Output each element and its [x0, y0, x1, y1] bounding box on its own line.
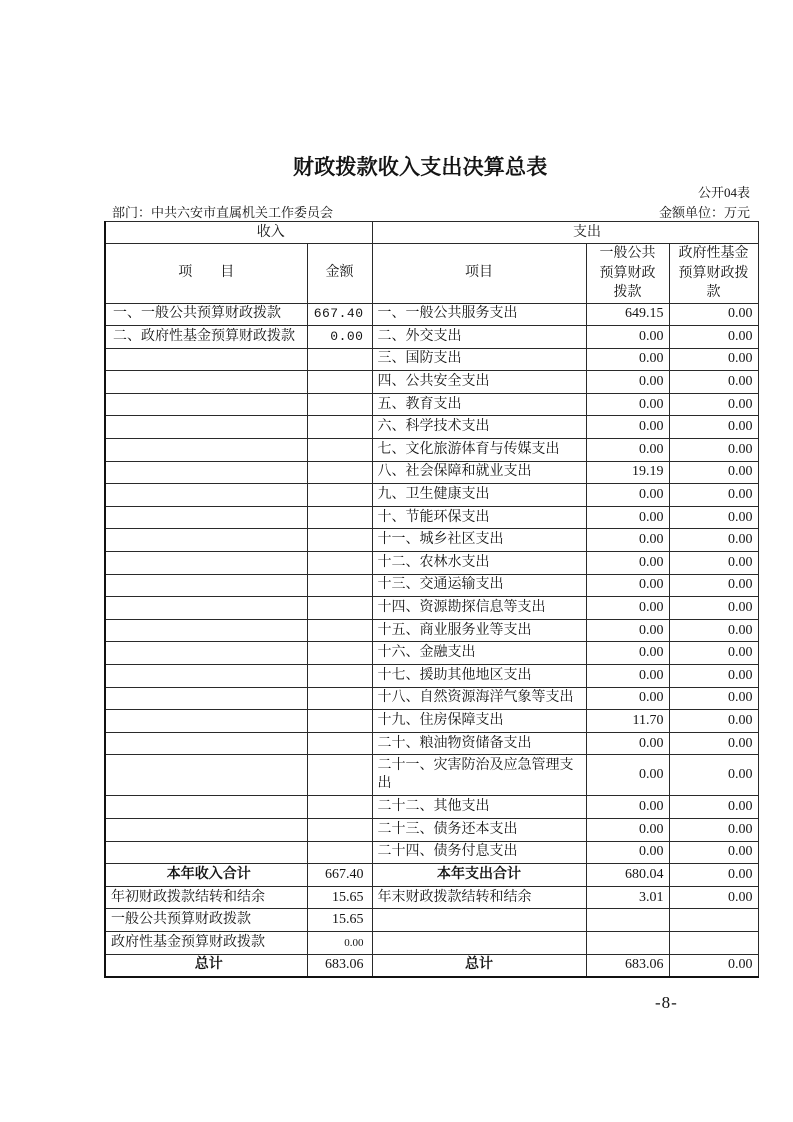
- income-amount-cell: 667.40: [307, 303, 372, 326]
- income-item-cell: [105, 348, 307, 371]
- expense-item-cell: 二十四、债务付息支出: [372, 841, 586, 864]
- general-budget-amount-cell: 0.00: [586, 393, 669, 416]
- gov-fund-amount-cell: 0.00: [669, 597, 758, 620]
- page-number: -8-: [655, 993, 678, 1012]
- general-budget-amount-cell: 0.00: [586, 506, 669, 529]
- general-budget-amount-cell: 649.15: [586, 303, 669, 326]
- general-budget-header: 一般公共预算财政拨款: [586, 244, 669, 304]
- income-amount-cell: [307, 439, 372, 462]
- general-budget-amount-cell: 0.00: [586, 574, 669, 597]
- expense-item-cell: 二十三、债务还本支出: [372, 818, 586, 841]
- expense-item-cell: 二十二、其他支出: [372, 796, 586, 819]
- income-amount-cell: 683.06: [307, 954, 372, 977]
- gov-fund-amount-cell: 0.00: [669, 439, 758, 462]
- gov-fund-amount-cell: 0.00: [669, 732, 758, 755]
- general-budget-amount-cell: 0.00: [586, 687, 669, 710]
- unit-label: 金额单位：万元: [658, 205, 750, 220]
- table-row: [105, 619, 758, 642]
- income-item-header: 项 目: [105, 244, 307, 304]
- page-title: 财政拨款收入支出决算总表: [293, 155, 548, 179]
- expense-item-cell: 十八、自然资源海洋气象等支出: [372, 687, 586, 710]
- income-item-cell: [105, 439, 307, 462]
- table-row: [105, 529, 758, 552]
- expense-item-cell: 总计: [372, 954, 586, 977]
- gov-fund-amount-cell: 0.00: [669, 710, 758, 733]
- table-row: [105, 665, 758, 688]
- expense-item-cell: 二十、粮油物资储备支出: [372, 732, 586, 755]
- general-budget-amount-cell: 0.00: [586, 755, 669, 796]
- expense-item-cell: 十、节能环保支出: [372, 506, 586, 529]
- income-amount-cell: [307, 665, 372, 688]
- gov-fund-amount-cell: 0.00: [669, 461, 758, 484]
- expense-item-cell: 四、公共安全支出: [372, 371, 586, 394]
- income-item-cell: [105, 665, 307, 688]
- gov-fund-amount-cell: 0.00: [669, 687, 758, 710]
- column-header-row: [105, 244, 758, 304]
- table-row: [105, 796, 758, 819]
- expense-item-cell: 十二、农林水支出: [372, 552, 586, 575]
- general-budget-amount-cell: 0.00: [586, 597, 669, 620]
- gov-fund-amount-cell: 0.00: [669, 619, 758, 642]
- expense-item-cell: [372, 909, 586, 932]
- expense-item-cell: [372, 931, 586, 954]
- income-item-cell: [105, 755, 307, 796]
- income-item-cell: [105, 506, 307, 529]
- income-item-cell: 本年收入合计: [105, 864, 307, 887]
- general-budget-amount-cell: [586, 931, 669, 954]
- expense-item-cell: 十一、城乡社区支出: [372, 529, 586, 552]
- gov-fund-amount-cell: 0.00: [669, 393, 758, 416]
- general-budget-amount-cell: 680.04: [586, 864, 669, 887]
- expense-item-cell: 十七、援助其他地区支出: [372, 665, 586, 688]
- table-row: [105, 416, 758, 439]
- expense-item-cell: 七、文化旅游体育与传媒支出: [372, 439, 586, 462]
- table-row: [105, 506, 758, 529]
- general-budget-amount-cell: 683.06: [586, 954, 669, 977]
- gov-fund-amount-cell: 0.00: [669, 818, 758, 841]
- gov-fund-amount-cell: [669, 909, 758, 932]
- expense-item-cell: 十三、交通运输支出: [372, 574, 586, 597]
- income-item-cell: [105, 732, 307, 755]
- income-amount-cell: [307, 461, 372, 484]
- gov-fund-amount-cell: 0.00: [669, 506, 758, 529]
- income-item-cell: 政府性基金预算财政拨款: [105, 931, 307, 954]
- income-amount-cell: [307, 393, 372, 416]
- general-budget-amount-cell: 0.00: [586, 326, 669, 349]
- income-amount-cell: 0.00: [307, 931, 372, 954]
- general-budget-amount-cell: 11.70: [586, 710, 669, 733]
- income-item-cell: [105, 841, 307, 864]
- gov-fund-amount-cell: 0.00: [669, 864, 758, 887]
- general-budget-amount-cell: 0.00: [586, 484, 669, 507]
- income-amount-cell: [307, 529, 372, 552]
- gov-fund-amount-cell: 0.00: [669, 755, 758, 796]
- general-budget-amount-cell: 0.00: [586, 416, 669, 439]
- gov-fund-amount-cell: [669, 931, 758, 954]
- expense-item-cell: 十六、金融支出: [372, 642, 586, 665]
- table-row: [105, 552, 758, 575]
- general-budget-amount-cell: 0.00: [586, 818, 669, 841]
- table-row: [105, 710, 758, 733]
- income-item-cell: [105, 687, 307, 710]
- income-header: 收入: [105, 222, 372, 244]
- gov-fund-amount-cell: 0.00: [669, 796, 758, 819]
- year-total-row: [105, 864, 758, 887]
- table-row: [105, 574, 758, 597]
- table-row: [105, 642, 758, 665]
- header-row: [105, 222, 758, 244]
- income-amount-cell: [307, 574, 372, 597]
- expense-item-cell: 八、社会保障和就业支出: [372, 461, 586, 484]
- expense-header: 支出: [372, 222, 758, 244]
- income-amount-cell: [307, 371, 372, 394]
- gov-fund-header: 政府性基金预算财政拨款: [669, 244, 758, 304]
- income-item-cell: [105, 796, 307, 819]
- gov-fund-amount-cell: 0.00: [669, 552, 758, 575]
- gov-fund-amount-cell: 0.00: [669, 665, 758, 688]
- general-budget-amount-cell: 0.00: [586, 642, 669, 665]
- general-budget-amount-cell: 0.00: [586, 439, 669, 462]
- general-budget-amount-cell: 0.00: [586, 841, 669, 864]
- expense-item-cell: 二十一、灾害防治及应急管理支出: [372, 755, 586, 796]
- table-row: [105, 841, 758, 864]
- income-item-cell: 总计: [105, 954, 307, 977]
- gov-fund-amount-cell: 0.00: [669, 529, 758, 552]
- expense-item-header: 项目: [372, 244, 586, 304]
- income-item-cell: [105, 710, 307, 733]
- table-row: [105, 303, 758, 326]
- income-item-cell: [105, 597, 307, 620]
- gov-fund-amount-cell: 0.00: [669, 303, 758, 326]
- income-amount-cell: [307, 597, 372, 620]
- expense-item-cell: 二、外交支出: [372, 326, 586, 349]
- income-item-cell: 二、政府性基金预算财政拨款: [105, 326, 307, 349]
- gov-fund-amount-cell: 0.00: [669, 574, 758, 597]
- table-row: [105, 818, 758, 841]
- gov-fund-amount-cell: 0.00: [669, 348, 758, 371]
- table-row: [105, 484, 758, 507]
- gov-fund-amount-cell: 0.00: [669, 841, 758, 864]
- budget-table: [104, 221, 759, 978]
- income-amount-cell: [307, 416, 372, 439]
- table-row: [105, 732, 758, 755]
- carryover-row: [105, 886, 758, 909]
- income-amount-cell: [307, 755, 372, 796]
- carryover-row: [105, 909, 758, 932]
- carryover-row: [105, 931, 758, 954]
- income-amount-cell: [307, 552, 372, 575]
- general-budget-amount-cell: 3.01: [586, 886, 669, 909]
- income-item-cell: [105, 818, 307, 841]
- department-label: 部门：中共六安市直属机关工作委员会: [112, 205, 334, 220]
- income-item-cell: [105, 484, 307, 507]
- general-budget-amount-cell: 0.00: [586, 552, 669, 575]
- income-amount-cell: [307, 687, 372, 710]
- income-item-cell: [105, 574, 307, 597]
- income-amount-cell: 15.65: [307, 909, 372, 932]
- table-row: [105, 597, 758, 620]
- income-amount-cell: [307, 818, 372, 841]
- expense-item-cell: 十五、商业服务业等支出: [372, 619, 586, 642]
- income-item-cell: [105, 393, 307, 416]
- expense-item-cell: 十四、资源勘探信息等支出: [372, 597, 586, 620]
- income-amount-cell: [307, 506, 372, 529]
- gov-fund-amount-cell: 0.00: [669, 642, 758, 665]
- income-amount-cell: [307, 710, 372, 733]
- income-amount-cell: [307, 348, 372, 371]
- expense-item-cell: 九、卫生健康支出: [372, 484, 586, 507]
- gov-fund-amount-cell: 0.00: [669, 484, 758, 507]
- table-row: [105, 755, 758, 796]
- general-budget-amount-cell: 0.00: [586, 665, 669, 688]
- income-amount-cell: 667.40: [307, 864, 372, 887]
- income-amount-header: 金额: [307, 244, 372, 304]
- table-row: [105, 439, 758, 462]
- income-item-cell: 一般公共预算财政拨款: [105, 909, 307, 932]
- income-amount-cell: [307, 796, 372, 819]
- gov-fund-amount-cell: 0.00: [669, 416, 758, 439]
- income-item-cell: [105, 642, 307, 665]
- general-budget-amount-cell: 0.00: [586, 371, 669, 394]
- expense-item-cell: 本年支出合计: [372, 864, 586, 887]
- general-budget-amount-cell: 0.00: [586, 619, 669, 642]
- income-amount-cell: [307, 642, 372, 665]
- expense-item-cell: 十九、住房保障支出: [372, 710, 586, 733]
- general-budget-amount-cell: 0.00: [586, 529, 669, 552]
- gov-fund-amount-cell: 0.00: [669, 371, 758, 394]
- general-budget-amount-cell: 19.19: [586, 461, 669, 484]
- income-item-cell: 年初财政拨款结转和结余: [105, 886, 307, 909]
- gov-fund-amount-cell: 0.00: [669, 886, 758, 909]
- income-item-cell: [105, 371, 307, 394]
- expense-item-cell: 五、教育支出: [372, 393, 586, 416]
- form-number: 公开04表: [697, 185, 750, 200]
- income-amount-cell: 0.00: [307, 326, 372, 349]
- table-row: [105, 393, 758, 416]
- income-item-cell: [105, 461, 307, 484]
- table-row: [105, 371, 758, 394]
- income-amount-cell: [307, 484, 372, 507]
- gov-fund-amount-cell: 0.00: [669, 954, 758, 977]
- general-budget-amount-cell: 0.00: [586, 732, 669, 755]
- expense-item-cell: 六、科学技术支出: [372, 416, 586, 439]
- income-item-cell: [105, 552, 307, 575]
- table-row: [105, 687, 758, 710]
- income-amount-cell: [307, 841, 372, 864]
- gov-fund-amount-cell: 0.00: [669, 326, 758, 349]
- general-budget-amount-cell: 0.00: [586, 348, 669, 371]
- income-item-cell: 一、一般公共预算财政拨款: [105, 303, 307, 326]
- income-amount-cell: [307, 732, 372, 755]
- table-row: [105, 461, 758, 484]
- income-item-cell: [105, 619, 307, 642]
- grand-total-row: [105, 954, 758, 977]
- expense-item-cell: 三、国防支出: [372, 348, 586, 371]
- general-budget-amount-cell: [586, 909, 669, 932]
- table-row: [105, 326, 758, 349]
- general-budget-amount-cell: 0.00: [586, 796, 669, 819]
- income-item-cell: [105, 416, 307, 439]
- income-item-cell: [105, 529, 307, 552]
- expense-item-cell: 一、一般公共服务支出: [372, 303, 586, 326]
- income-amount-cell: [307, 619, 372, 642]
- table-row: [105, 348, 758, 371]
- income-amount-cell: 15.65: [307, 886, 372, 909]
- expense-item-cell: 年末财政拨款结转和结余: [372, 886, 586, 909]
